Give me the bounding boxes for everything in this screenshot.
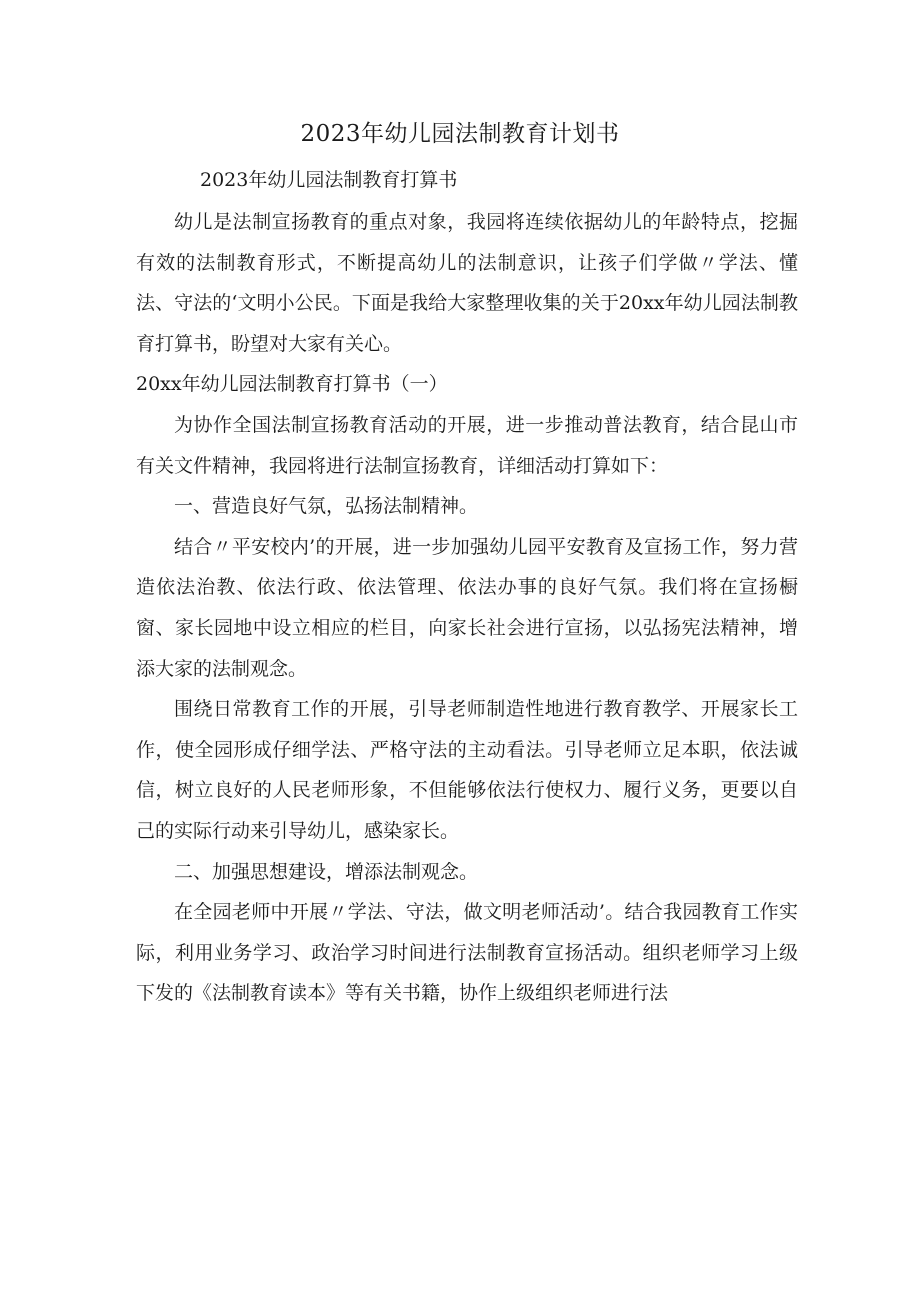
- document-title: 2023年幼儿园法制教育计划书: [300, 121, 620, 147]
- paragraph-intro: 幼儿是法制宣扬教育的重点对象，我园将连续依据幼儿的年龄特点，挖掘有效的法制教育形式，不断提高幼儿的法制意识，让孩子们学做〃学法、懂法、守法的‘文明小公民。下面是我给大家整理收集的关于20xx年幼儿园法制教育打算书，盼望对大家有关心。: [136, 211, 798, 355]
- paragraph: 结合〃平安校内’的开展，进一步加强幼儿园平安教育及宣扬工作，努力营造依法治教、依法行政、依法管理、依法办事的良好气氛。我们将在宣扬橱窗、家长园地中设立相应的栏目，向家长社会进行宣扬，以弘扬宪法精神，增添大家的法制观念。: [136, 535, 798, 680]
- section-heading: 二、加强思想建设，增添法制观念。: [174, 860, 479, 883]
- document-body: [136, 202, 798, 1014]
- paragraph: 在全园老师中开展〃学法、守法，做文明老师活动’。结合我园教育工作实际，利用业务学习、政治学习时间进行法制教育宣扬活动。组织老师学习上级下发的《法制教育读本》等有关书籍，协作上级组织老师进行法: [136, 901, 798, 1005]
- paragraph: 围绕日常教育工作的开展，引导老师制造性地进行教育教学、开展家长工作，使全园形成仔细学法、严格守法的主动看法。引导老师立足本职，依法诚信，树立良好的人民老师形象，不但能够依法行使权力、履行义务，更要以自己的实际行动来引导幼儿，感染家长。: [136, 698, 798, 842]
- section-heading-1: 20xx年幼儿园法制教育打算书（一）: [136, 373, 448, 396]
- section-heading: 一、营造良好气氛，弘扬法制精神。: [174, 495, 479, 518]
- paragraph: 为协作全国法制宣扬教育活动的开展，进一步推动普法教育，结合昆山市有关文件精神，我园将进行法制宣扬教育，详细活动打算如下：: [136, 413, 798, 477]
- document-subtitle: 2023年幼儿园法制教育打算书: [200, 169, 458, 191]
